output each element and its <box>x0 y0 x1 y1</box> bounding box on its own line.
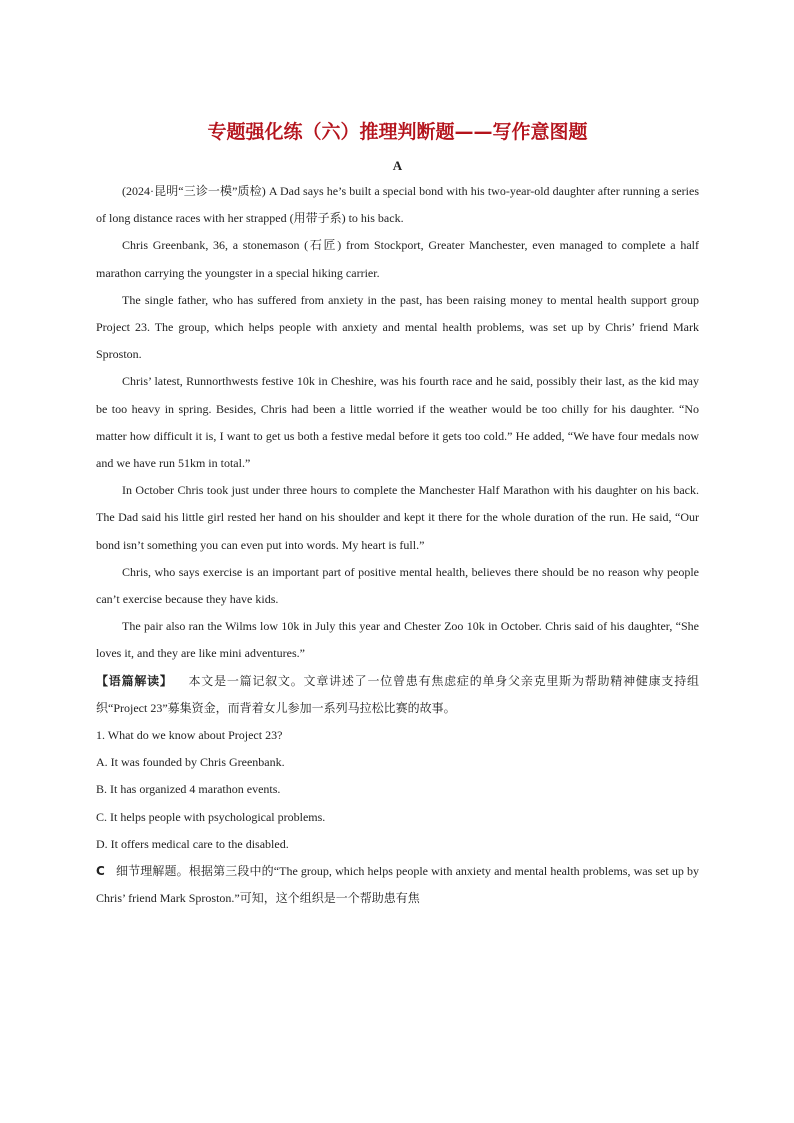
passage-analysis <box>96 668 699 722</box>
question-option-b: B. It has organized 4 marathon events. <box>96 782 281 797</box>
answer-letter: C <box>96 864 105 879</box>
analysis-text: 本文是一篇记叙文。文章讲述了一位曾患有焦虑症的单身父亲克里斯为帮助精神健康支持组织“Project 23”募集资金，而背着女儿参加一系列马拉松比赛的故事。 <box>96 673 699 715</box>
answer-explanation <box>96 858 699 912</box>
section-letter: A <box>392 158 403 173</box>
question-option-c: C. It helps people with psychological problems. <box>96 809 326 824</box>
passage-paragraph: Chris’ latest, Runnorthwests festive 10k in Cheshire, was his fourth race and he said, possibly their last, as the kid may be too heavy in spring. Besides, Chris had been a little worried if the weather would be too chilly for his daughter. “No matter how difficult it is, I want to get us both a festive medal before it gets too cold.” He added, “We have four medals now and we have run 51km in total.” <box>96 374 699 471</box>
passage-paragraph: The single father, who has suffered from anxiety in the past, has been raising money to mental health support group Project 23. The group, which helps people with anxiety and mental health problems, was set up by Chris’ friend Mark Sproston. <box>96 292 699 362</box>
passage-paragraph: The pair also ran the Wilms low 10k in July this year and Chester Zoo 10k in October. Chris said of his daughter, “She loves it, and they are like mini adventures.” <box>96 619 699 661</box>
question-stem: 1. What do we know about Project 23? <box>96 728 283 743</box>
document-page <box>96 118 699 912</box>
passage-paragraph: Chris Greenbank, 36, a stonemason (石匠) from Stockport, Greater Manchester, even managed to complete a half marathon carrying the youngster in a special hiking carrier. <box>96 238 699 280</box>
analysis-label: 【语篇解读】 <box>96 673 173 688</box>
question-option-d: D. It offers medical care to the disabled. <box>96 836 289 851</box>
passage-paragraph: (2024·昆明“三诊一模”质检) A Dad says he’s built a special bond with his two-year-old daughter after running a series of long distance races with her strapped (用带子系) to his back. <box>96 184 699 226</box>
question-option-a: A. It was founded by Chris Greenbank. <box>96 755 285 770</box>
passage-paragraph: In October Chris took just under three hours to complete the Manchester Half Marathon with his daughter on his back. The Dad said his little girl rested her hand on his shoulder and kept it there for the whole duration of the run. He said, “Our bond isn’t something you can even put into words. My heart is full.” <box>96 483 699 552</box>
passage-paragraph: Chris, who says exercise is an important part of positive mental health, believes there should be no reason why people can’t exercise because they have kids. <box>96 564 699 607</box>
page-title: 专题强化练（六）推理判断题——写作意图题 <box>207 121 588 143</box>
answer-text: 细节理解题。根据第三段中的“The group, which helps people with anxiety and mental health problems, was set up by Chris’ friend Mark Sproston.”可知，这个组织是一个帮助患有焦 <box>96 864 700 906</box>
